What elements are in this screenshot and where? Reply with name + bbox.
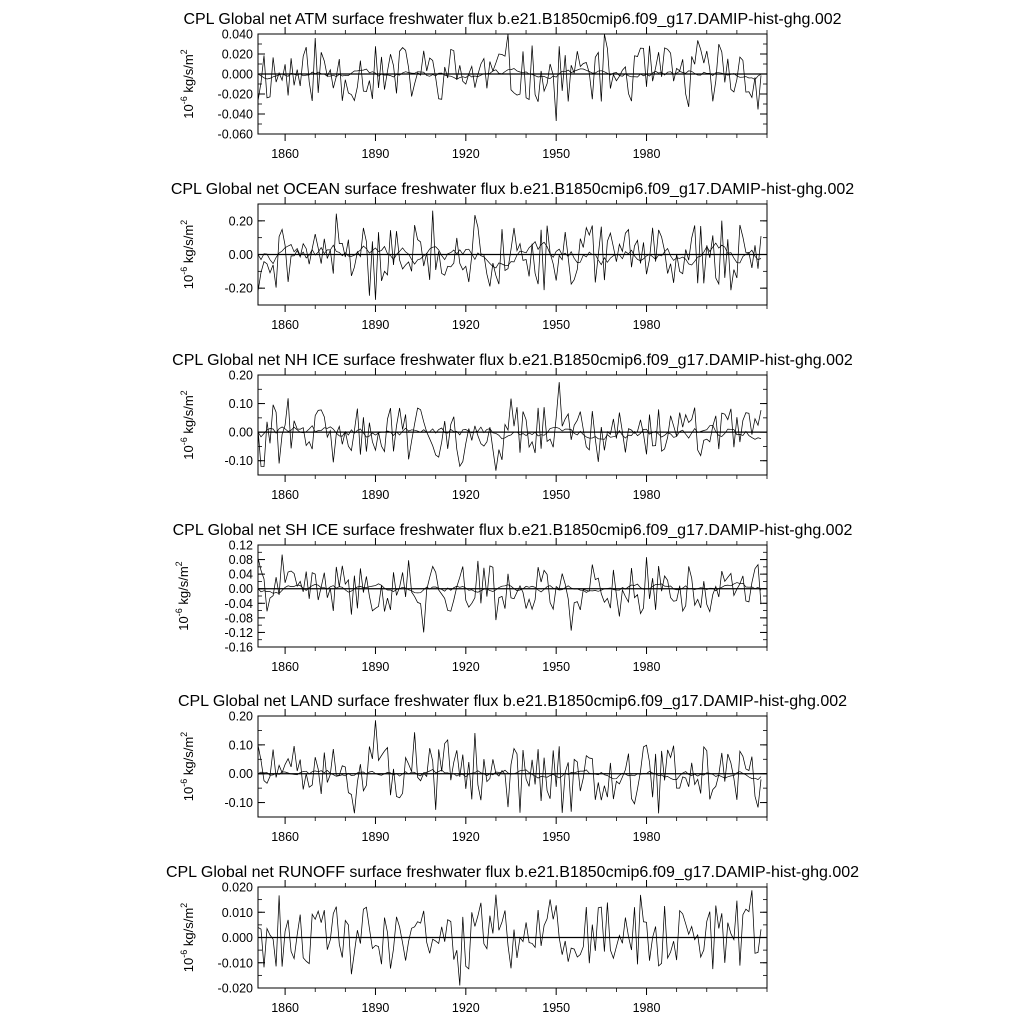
x-tick-label: 1860 (271, 660, 300, 674)
panel-4 (173, 522, 853, 674)
x-tick-label: 1980 (632, 318, 661, 332)
y-axis-label: $10^{-6}$ $kg/s/m^2$ (179, 49, 196, 119)
series-line-annual (258, 211, 761, 300)
y-tick-label: 0.00 (228, 248, 253, 262)
y-tick-label: 0.000 (221, 67, 253, 82)
x-tick-label: 1950 (542, 1001, 571, 1015)
y-tick-label: 0.020 (221, 47, 253, 62)
y-tick-label: -0.040 (217, 107, 253, 122)
y-tick-label: 0.00 (228, 767, 253, 782)
x-tick-label: 1920 (451, 147, 480, 161)
y-tick-label: -0.060 (217, 127, 253, 142)
x-tick-label: 1980 (632, 147, 661, 161)
panel-1 (179, 11, 842, 161)
y-tick-label: -0.16 (224, 640, 253, 655)
x-tick-label: 1890 (361, 1001, 390, 1015)
x-tick-label: 1920 (451, 830, 480, 844)
x-tick-label: 1950 (542, 318, 571, 332)
x-tick-label: 1950 (542, 147, 571, 161)
x-tick-label: 1890 (361, 488, 390, 502)
x-tick-label: 1950 (542, 830, 571, 844)
y-tick-label: 0.20 (228, 709, 253, 724)
panel-title: CPL Global net LAND surface freshwater flux b.e21.B1850cmip6.f09_g17.DAMIP-hist-ghg.002 (177, 693, 848, 710)
x-tick-label: 1860 (271, 318, 300, 332)
panel-title: CPL Global net RUNOFF surface freshwater flux b.e21.B1850cmip6.f09_g17.DAMIP-hist-ghg.002 (165, 864, 860, 881)
panel-title: CPL Global net ATM surface freshwater flux b.e21.B1850cmip6.f09_g17.DAMIP-hist-ghg.002 (183, 11, 842, 28)
series-line-annual (258, 34, 761, 121)
panel-2 (171, 181, 854, 332)
x-tick-label: 1950 (542, 660, 571, 674)
y-axis-label: $10^{-6}$ $kg/s/m^2$ (174, 561, 191, 631)
y-tick-label: -0.010 (217, 956, 253, 971)
series-line-annual (258, 382, 761, 471)
x-tick-label: 1860 (271, 1001, 300, 1015)
x-tick-label: 1860 (271, 488, 300, 502)
panel-6 (166, 864, 859, 1015)
y-tick-label: 0.20 (228, 214, 253, 229)
y-tick-label: 0.000 (221, 931, 253, 945)
y-tick-label: 0.04 (228, 567, 253, 582)
series-line-annual (258, 555, 761, 633)
x-tick-label: 1860 (271, 147, 300, 161)
x-tick-label: 1890 (361, 318, 390, 332)
y-tick-label: 0.12 (228, 538, 253, 553)
y-tick-label: 0.00 (228, 425, 253, 440)
series-line-annual (258, 720, 761, 813)
panel-title: CPL Global net NH ICE surface freshwater flux b.e21.B1850cmip6.f09_g17.DAMIP-hist-ghg.002 (172, 352, 853, 369)
x-tick-label: 1980 (632, 488, 661, 502)
x-tick-label: 1950 (542, 488, 571, 502)
y-axis-label: $10^{-6}$ $kg/s/m^2$ (179, 731, 196, 802)
y-tick-label: -0.08 (224, 611, 253, 626)
y-tick-label: 0.020 (221, 880, 253, 895)
y-axis-label: $10^{-6}$ $kg/s/m^2$ (179, 390, 196, 460)
x-tick-label: 1920 (451, 660, 480, 674)
y-tick-label: 0.010 (221, 905, 253, 920)
y-axis-label: $10^{-6}$ $kg/s/m^2$ (179, 902, 196, 973)
y-tick-label: 0.00 (228, 582, 253, 597)
y-tick-label: -0.20 (224, 281, 253, 296)
y-tick-label: -0.12 (224, 625, 253, 640)
x-tick-label: 1920 (451, 488, 480, 502)
y-tick-label: 0.040 (221, 27, 253, 42)
panel-title: CPL Global net OCEAN surface freshwater flux b.e21.B1850cmip6.f09_g17.DAMIP-hist-ghg.002 (170, 181, 855, 198)
x-tick-label: 1860 (271, 830, 300, 844)
y-tick-label: -0.10 (224, 454, 253, 469)
panel-5 (178, 693, 847, 844)
plot-frame (258, 716, 767, 817)
y-tick-label: -0.020 (217, 981, 253, 996)
x-tick-label: 1980 (632, 660, 661, 674)
y-tick-label: 0.20 (228, 368, 253, 383)
y-tick-label: 0.10 (228, 738, 253, 753)
x-tick-label: 1890 (361, 147, 390, 161)
y-axis-label: $10^{-6}$ $kg/s/m^2$ (179, 219, 196, 290)
y-tick-label: 0.10 (228, 397, 253, 412)
y-tick-label: -0.10 (224, 796, 253, 811)
x-tick-label: 1980 (632, 1001, 661, 1015)
x-tick-label: 1920 (451, 1001, 480, 1015)
x-tick-label: 1890 (361, 660, 390, 674)
x-tick-label: 1890 (361, 830, 390, 844)
y-tick-label: -0.020 (217, 87, 253, 102)
y-tick-label: 0.08 (228, 553, 253, 568)
x-tick-label: 1920 (451, 318, 480, 332)
y-tick-label: -0.04 (224, 596, 253, 611)
plot-frame (258, 375, 767, 475)
panel-title: CPL Global net SH ICE surface freshwater flux b.e21.B1850cmip6.f09_g17.DAMIP-hist-ghg.002 (172, 522, 853, 539)
x-tick-label: 1980 (632, 830, 661, 844)
panel-3 (172, 352, 853, 502)
